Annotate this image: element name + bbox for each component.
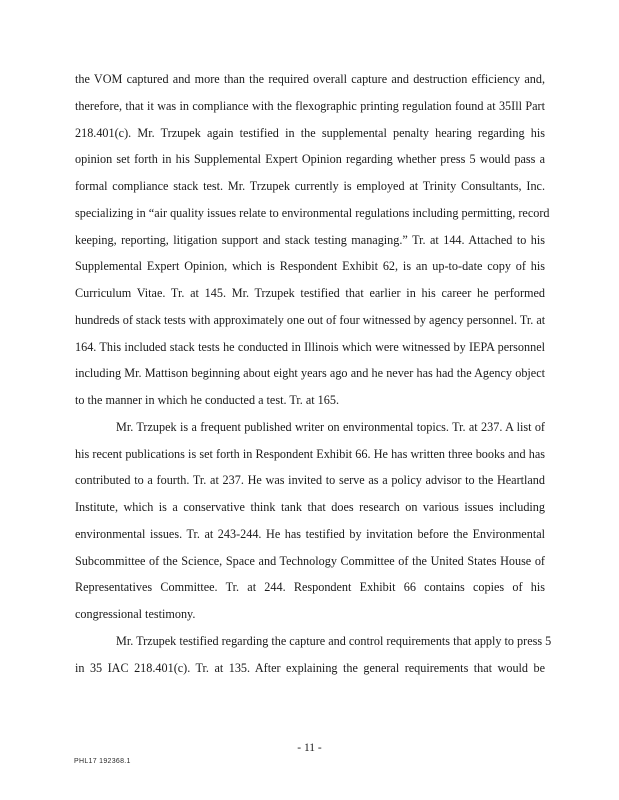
text-line: specializing in “air quality issues relate to environmental regulations including permitting, record: [75, 205, 550, 220]
text-line: opinion set forth in his Supplemental Expert Opinion regarding whether press 5 would pass a: [75, 152, 545, 167]
text-line: including Mr. Mattison beginning about eight years ago and he never has had the Agency object: [75, 366, 545, 381]
text-line: congressional testimony.: [75, 607, 196, 621]
text-line: Curriculum Vitae. Tr. at 145. Mr. Trzupek testified that earlier in his career he performed: [75, 286, 545, 300]
text-line: 164. This included stack tests he conducted in Illinois which were witnessed by IEPA personnel: [75, 339, 545, 354]
paragraph-start-line: Mr. Trzupek testified regarding the capture and control requirements that apply to press 5: [116, 633, 552, 648]
text-line: in 35 IAC 218.401(c). Tr. at 135. After explaining the general requirements that would be: [75, 660, 545, 675]
text-line: environmental issues. Tr. at 243-244. He has testified by invitation before the Environmental: [75, 526, 545, 541]
text-line: Representatives Committee. Tr. at 244. Respondent Exhibit 66 contains copies of his: [75, 580, 545, 595]
text-line: his recent publications is set forth in Respondent Exhibit 66. He has written three books and has: [75, 446, 545, 461]
text-line: Supplemental Expert Opinion, which is Respondent Exhibit 62, is an up-to-date copy of his: [75, 259, 545, 274]
document-id: PHL17 192368.1: [74, 758, 131, 765]
text-line: contributed to a fourth. Tr. at 237. He was invited to serve as a policy advisor to the Heartland: [75, 473, 545, 488]
text-line: formal compliance stack test. Mr. Trzupek currently is employed at Trinity Consultants, Inc.: [75, 179, 545, 193]
body-text: [75, 70, 552, 685]
text-line: Institute, which is a conservative think tank that does research on various issues including: [75, 500, 545, 514]
paragraph-start-line: Mr. Trzupek is a frequent published writer on environmental topics. Tr. at 237. A list of: [116, 419, 545, 434]
text-line: hundreds of stack tests with approximately one out of four witnessed by agency personnel. Tr. at: [75, 312, 546, 327]
text-line: the VOM captured and more than the required overall capture and destruction efficiency and,: [75, 72, 545, 86]
page-number: - 11 -: [297, 742, 322, 754]
text-line: Subcommittee of the Science, Space and Technology Committee of the United States House of: [75, 553, 545, 568]
text-line: to the manner in which he conducted a test. Tr. at 165.: [75, 393, 340, 407]
text-line: keeping, reporting, litigation support and stack testing managing.” Tr. at 144. Attached to his: [75, 232, 545, 247]
text-line: therefore, that it was in compliance with the flexographic printing regulation found at 35Ill Part: [75, 98, 545, 113]
text-line: 218.401(c). Mr. Trzupek again testified in the supplemental penalty hearing regarding his: [75, 125, 545, 140]
